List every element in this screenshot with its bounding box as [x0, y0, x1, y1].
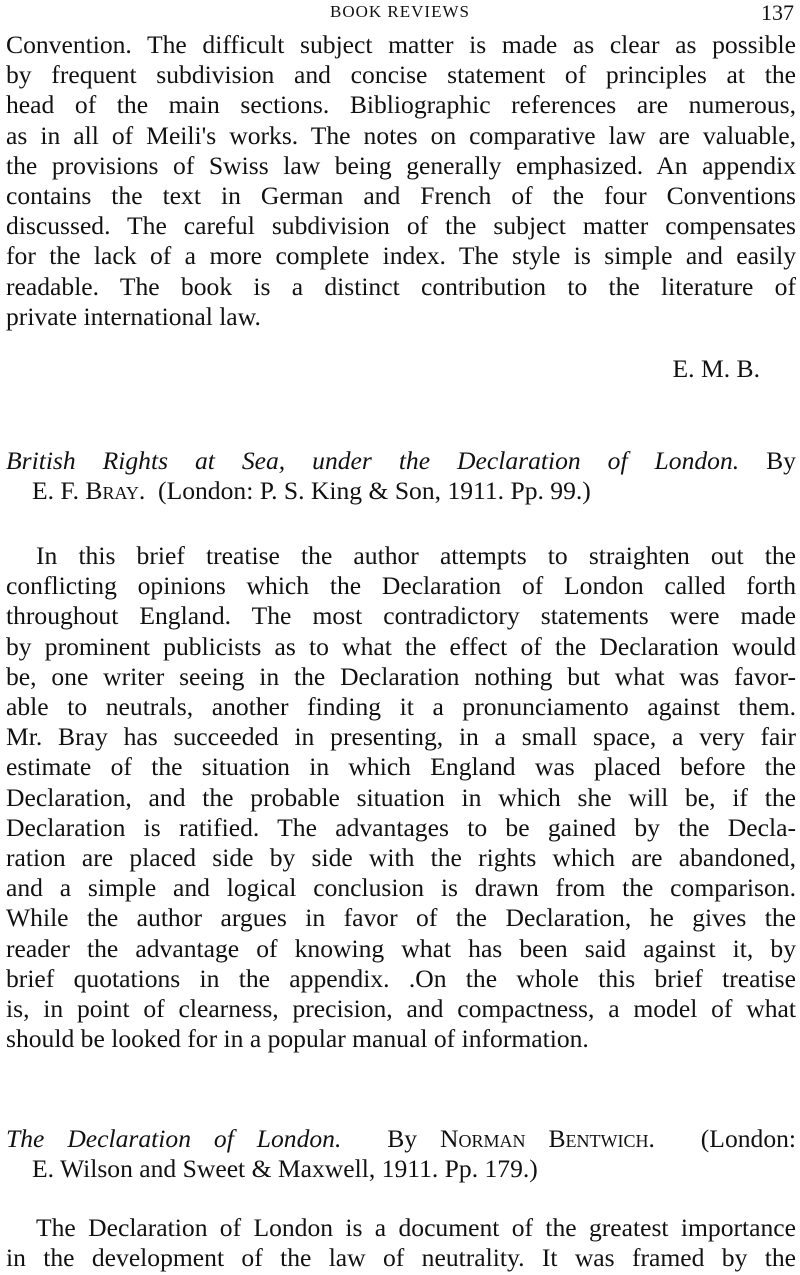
text-line: by frequent subdivision and concise statement of principles at the: [6, 60, 796, 90]
publication-info: (London: P. S. King & Son, 1911. Pp. 99.): [158, 476, 591, 506]
text-line: estimate of the situation in which England was placed before the: [6, 752, 796, 782]
text-line: In this brief treatise the author attempts to straighten out the: [36, 541, 796, 570]
review-body-bray: [6, 541, 796, 1054]
book-title: The Declaration of London.: [6, 1124, 342, 1153]
running-title: BOOK REVIEWS: [330, 2, 470, 21]
text-line: Declaration is ratified. The advantages to be gained by the Decla-: [6, 812, 796, 842]
review-heading-bentwich: [6, 1124, 796, 1184]
running-head: [0, 0, 800, 26]
heading-line-1: [6, 1124, 796, 1154]
text-line: brief quotations in the appendix. .On the whole this brief treatise: [6, 963, 796, 993]
text-line: contains the text in German and French of the four Conventions: [6, 181, 796, 211]
text-line: by prominent publicists as to what the effect of the Declaration would: [6, 631, 796, 661]
heading-line-1: [6, 446, 796, 476]
text-line: reader the advantage of knowing what has been said against it, by: [6, 933, 796, 963]
publication-info-start: (London:: [700, 1124, 797, 1153]
text-line: readable. The book is a distinct contribution to the literature of: [6, 271, 796, 301]
text-line: Mr. Bray has succeeded in presenting, in a small space, a very fair: [6, 722, 796, 752]
author-initials: E. F.: [32, 476, 80, 506]
text-line: Convention. The difficult subject matter is made as clear as possible: [6, 30, 796, 59]
heading-line-2: E. Wilson and Sweet & Maxwell, 1911. Pp. 179.): [32, 1154, 538, 1184]
text-line: the provisions of Swiss law being generally emphasized. An appendix: [6, 150, 796, 180]
author-name: Norman Bentwich.: [440, 1124, 655, 1153]
text-line: is, in point of clearness, precision, and compactness, a model of what: [6, 994, 796, 1024]
text-line: for the lack of a more complete index. The style is simple and easily: [6, 241, 796, 271]
text-line: able to neutrals, another finding it a pronunciamento against them.: [6, 692, 796, 722]
by-label: By: [387, 1124, 418, 1153]
text-line: should be looked for in a popular manual of information.: [6, 1024, 589, 1054]
text-line: Declaration, and the probable situation in which she will be, if the: [6, 782, 796, 812]
text-line: private international law.: [6, 301, 261, 331]
by-label: By: [766, 446, 796, 475]
page-number: 137: [761, 0, 794, 25]
review-heading-bray: [6, 446, 796, 506]
text-line: head of the main sections. Bibliographic references are numerous,: [6, 90, 796, 120]
book-title: British Rights at Sea, under the Declaration of London.: [6, 446, 740, 475]
text-line: While the author argues in favor of the Declaration, he gives the: [6, 903, 796, 933]
text-line: ration are placed side by side with the rights which are abandoned,: [6, 843, 796, 873]
text-line: The Declaration of London is a document of the greatest importance: [36, 1213, 796, 1242]
text-line: conflicting opinions which the Declaration of London called forth: [6, 571, 796, 601]
text-line: be, one writer seeing in the Declaration nothing but what was favor-: [6, 661, 796, 691]
text-line: throughout England. The most contradictory statements were made: [6, 601, 796, 631]
continued-review-text: [6, 30, 796, 332]
review-body-bentwich: [6, 1213, 796, 1273]
text-line: discussed. The careful subdivision of the subject matter compensates: [6, 211, 796, 241]
heading-line-2: [6, 476, 796, 506]
text-line: as in all of Meili's works. The notes on comparative law are valuable,: [6, 120, 796, 150]
text-line: and a simple and logical conclusion is drawn from the comparison.: [6, 873, 796, 903]
reviewer-signature: E. M. B.: [672, 354, 760, 383]
author-surname: Bray.: [85, 476, 146, 506]
text-line: in the development of the law of neutrality. It was framed by the: [6, 1243, 796, 1273]
